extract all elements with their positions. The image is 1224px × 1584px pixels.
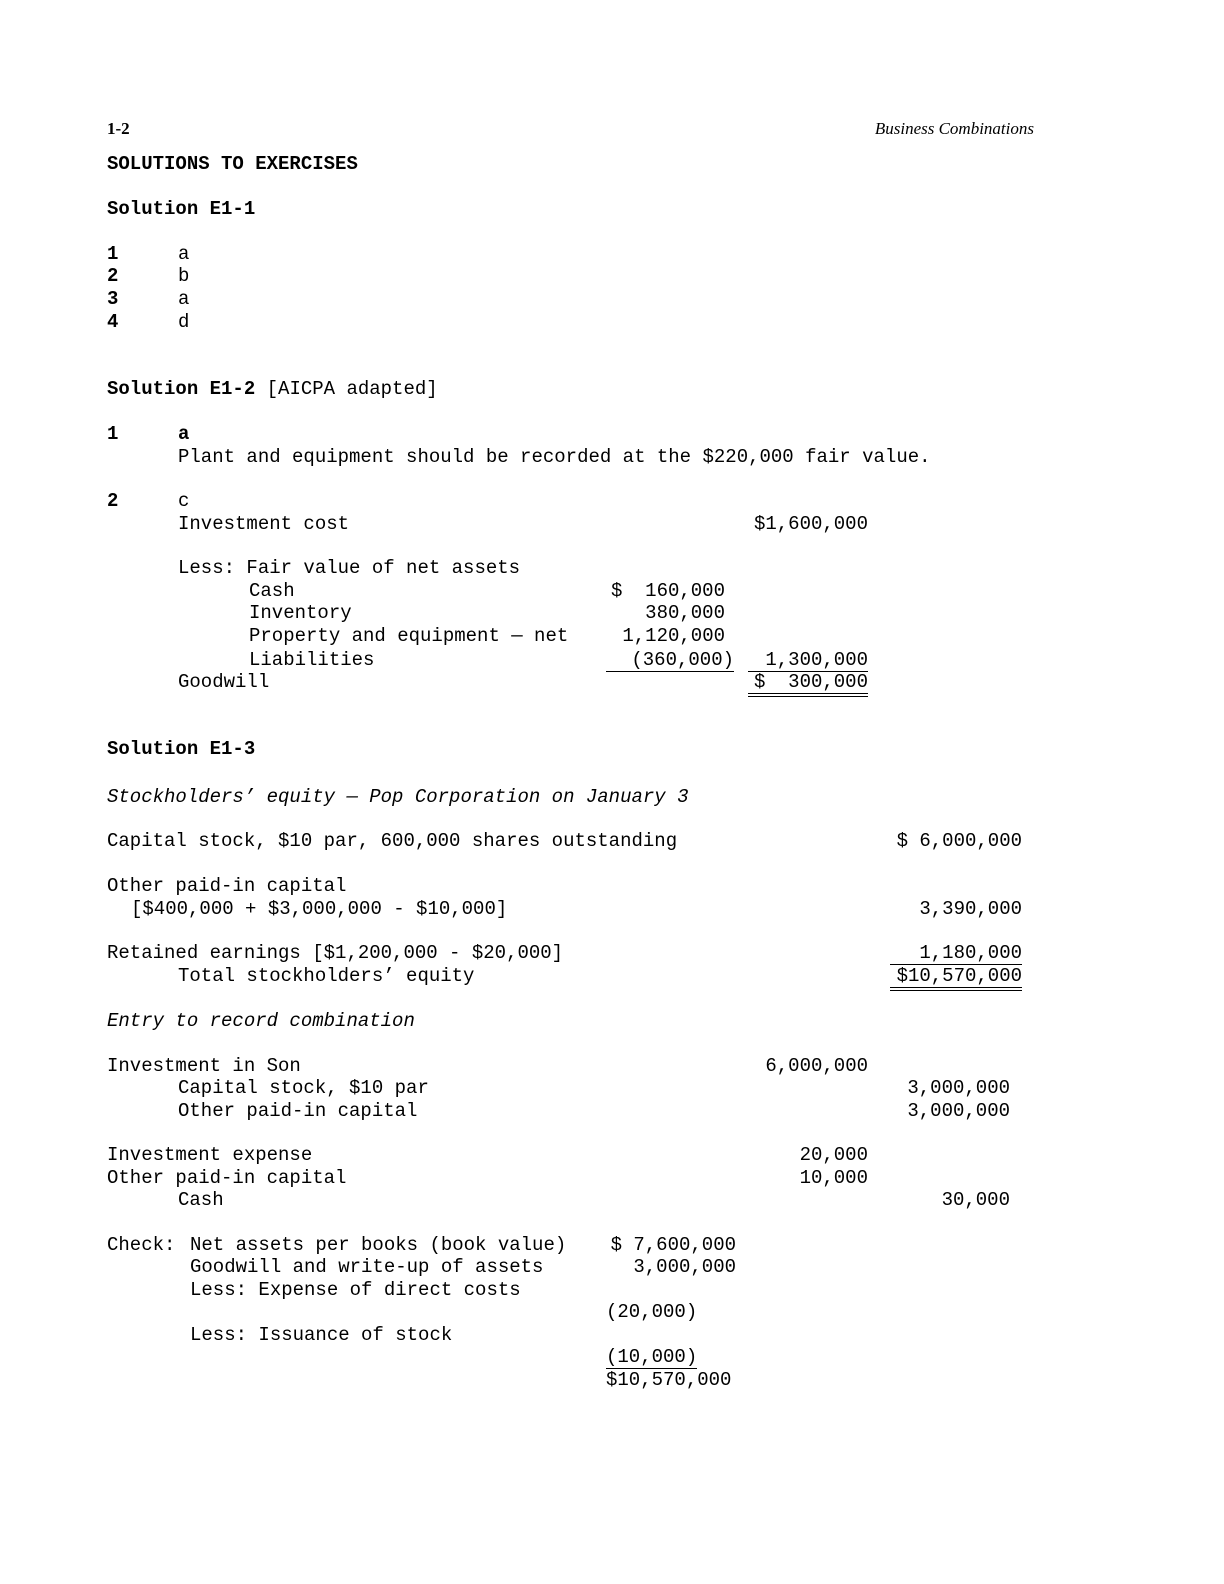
check-prefix: Check: [107,1234,176,1256]
goodwill-label: Goodwill [178,671,270,693]
journal-account: Investment in Son [107,1055,301,1077]
other-paid-in-capital-calc: [$400,000 + $3,000,000 - $10,000] [131,898,508,920]
answer-letter: d [178,311,190,333]
answer-number: 4 [107,311,119,333]
journal-credit: 3,000,000 [907,1100,1010,1122]
check-label: Net assets per books (book value) [190,1234,567,1256]
check-value: $ 7,600,000 [610,1234,736,1256]
total-equity-label: Total stockholders’ equity [178,965,475,987]
heading-note: [AICPA adapted] [266,378,438,400]
capital-stock-label: Capital stock, $10 par, 600,000 shares outstanding [107,830,678,852]
journal-debit: 10,000 [799,1167,868,1189]
question-number: 1 [107,423,119,445]
section-title: SOLUTIONS TO EXERCISES [107,153,358,175]
check-value: 3,000,000 [633,1256,736,1278]
page-number: 1-2 [107,119,130,138]
journal-account: Capital stock, $10 par [178,1077,429,1099]
journal-credit: 3,000,000 [907,1077,1010,1099]
net-asset-value: $ 160,000 [610,580,725,602]
heading-text: Solution E1-2 [107,378,256,400]
journal-account: Other paid-in capital [178,1100,418,1122]
net-asset-label: Property and equipment — net [249,625,569,647]
less-fair-value-label: Less: Fair value of net assets [178,557,521,579]
answer-letter: a [178,243,190,265]
journal-account: Cash [178,1189,224,1211]
entry-title: Entry to record combination [107,1010,415,1032]
investment-cost-label: Investment cost [178,513,350,535]
check-value: (20,000) [606,1301,698,1323]
check-value: (10,000) [606,1346,698,1368]
check-total: $10,570,000 [606,1369,732,1391]
journal-debit: 6,000,000 [765,1055,868,1077]
answer-letter: a [178,288,190,310]
retained-earnings-value: 1,180,000 [890,942,1022,965]
investment-cost-value: $1,600,000 [753,513,868,535]
answer-letter: b [178,265,190,287]
answer-letter: c [178,490,190,512]
net-asset-value: 380,000 [645,602,725,624]
journal-debit: 20,000 [799,1144,868,1166]
journal-credit: 30,000 [941,1189,1010,1211]
net-asset-value: 1,120,000 [622,625,725,647]
question-number: 2 [107,490,119,512]
answer-explanation: Plant and equipment should be recorded at the $220,000 fair value. [178,446,931,468]
other-paid-in-capital-value: 3,390,000 [919,898,1022,920]
equity-title: Stockholders’ equity — Pop Corporation on January 3 [107,786,689,808]
solution-e1-2-heading [107,378,438,400]
capital-stock-value: $ 6,000,000 [896,830,1022,852]
journal-account: Other paid-in capital [107,1167,347,1189]
solution-e1-3-heading: Solution E1-3 [107,738,256,760]
net-assets-total: 1,300,000 [748,649,868,672]
retained-earnings-label: Retained earnings [$1,200,000 - $20,000] [107,942,564,964]
journal-account: Investment expense [107,1144,313,1166]
goodwill-value: $ 300,000 [748,671,868,697]
net-asset-label: Liabilities [249,649,375,671]
answer-number: 3 [107,288,119,310]
check-label: Less: Issuance of stock [190,1324,453,1346]
net-asset-label: Cash [249,580,295,602]
check-label: Less: Expense of direct costs [190,1279,521,1301]
answer-number: 1 [107,243,119,265]
answer-letter: a [178,423,190,445]
answer-number: 2 [107,265,119,287]
net-asset-value: (360,000) [606,649,734,672]
solution-e1-1-heading: Solution E1-1 [107,198,256,220]
other-paid-in-capital-label: Other paid-in capital [107,875,347,897]
check-label: Goodwill and write-up of assets [190,1256,544,1278]
total-equity-value: $10,570,000 [890,965,1022,991]
running-title: Business Combinations [874,119,1034,138]
net-asset-label: Inventory [249,602,352,624]
